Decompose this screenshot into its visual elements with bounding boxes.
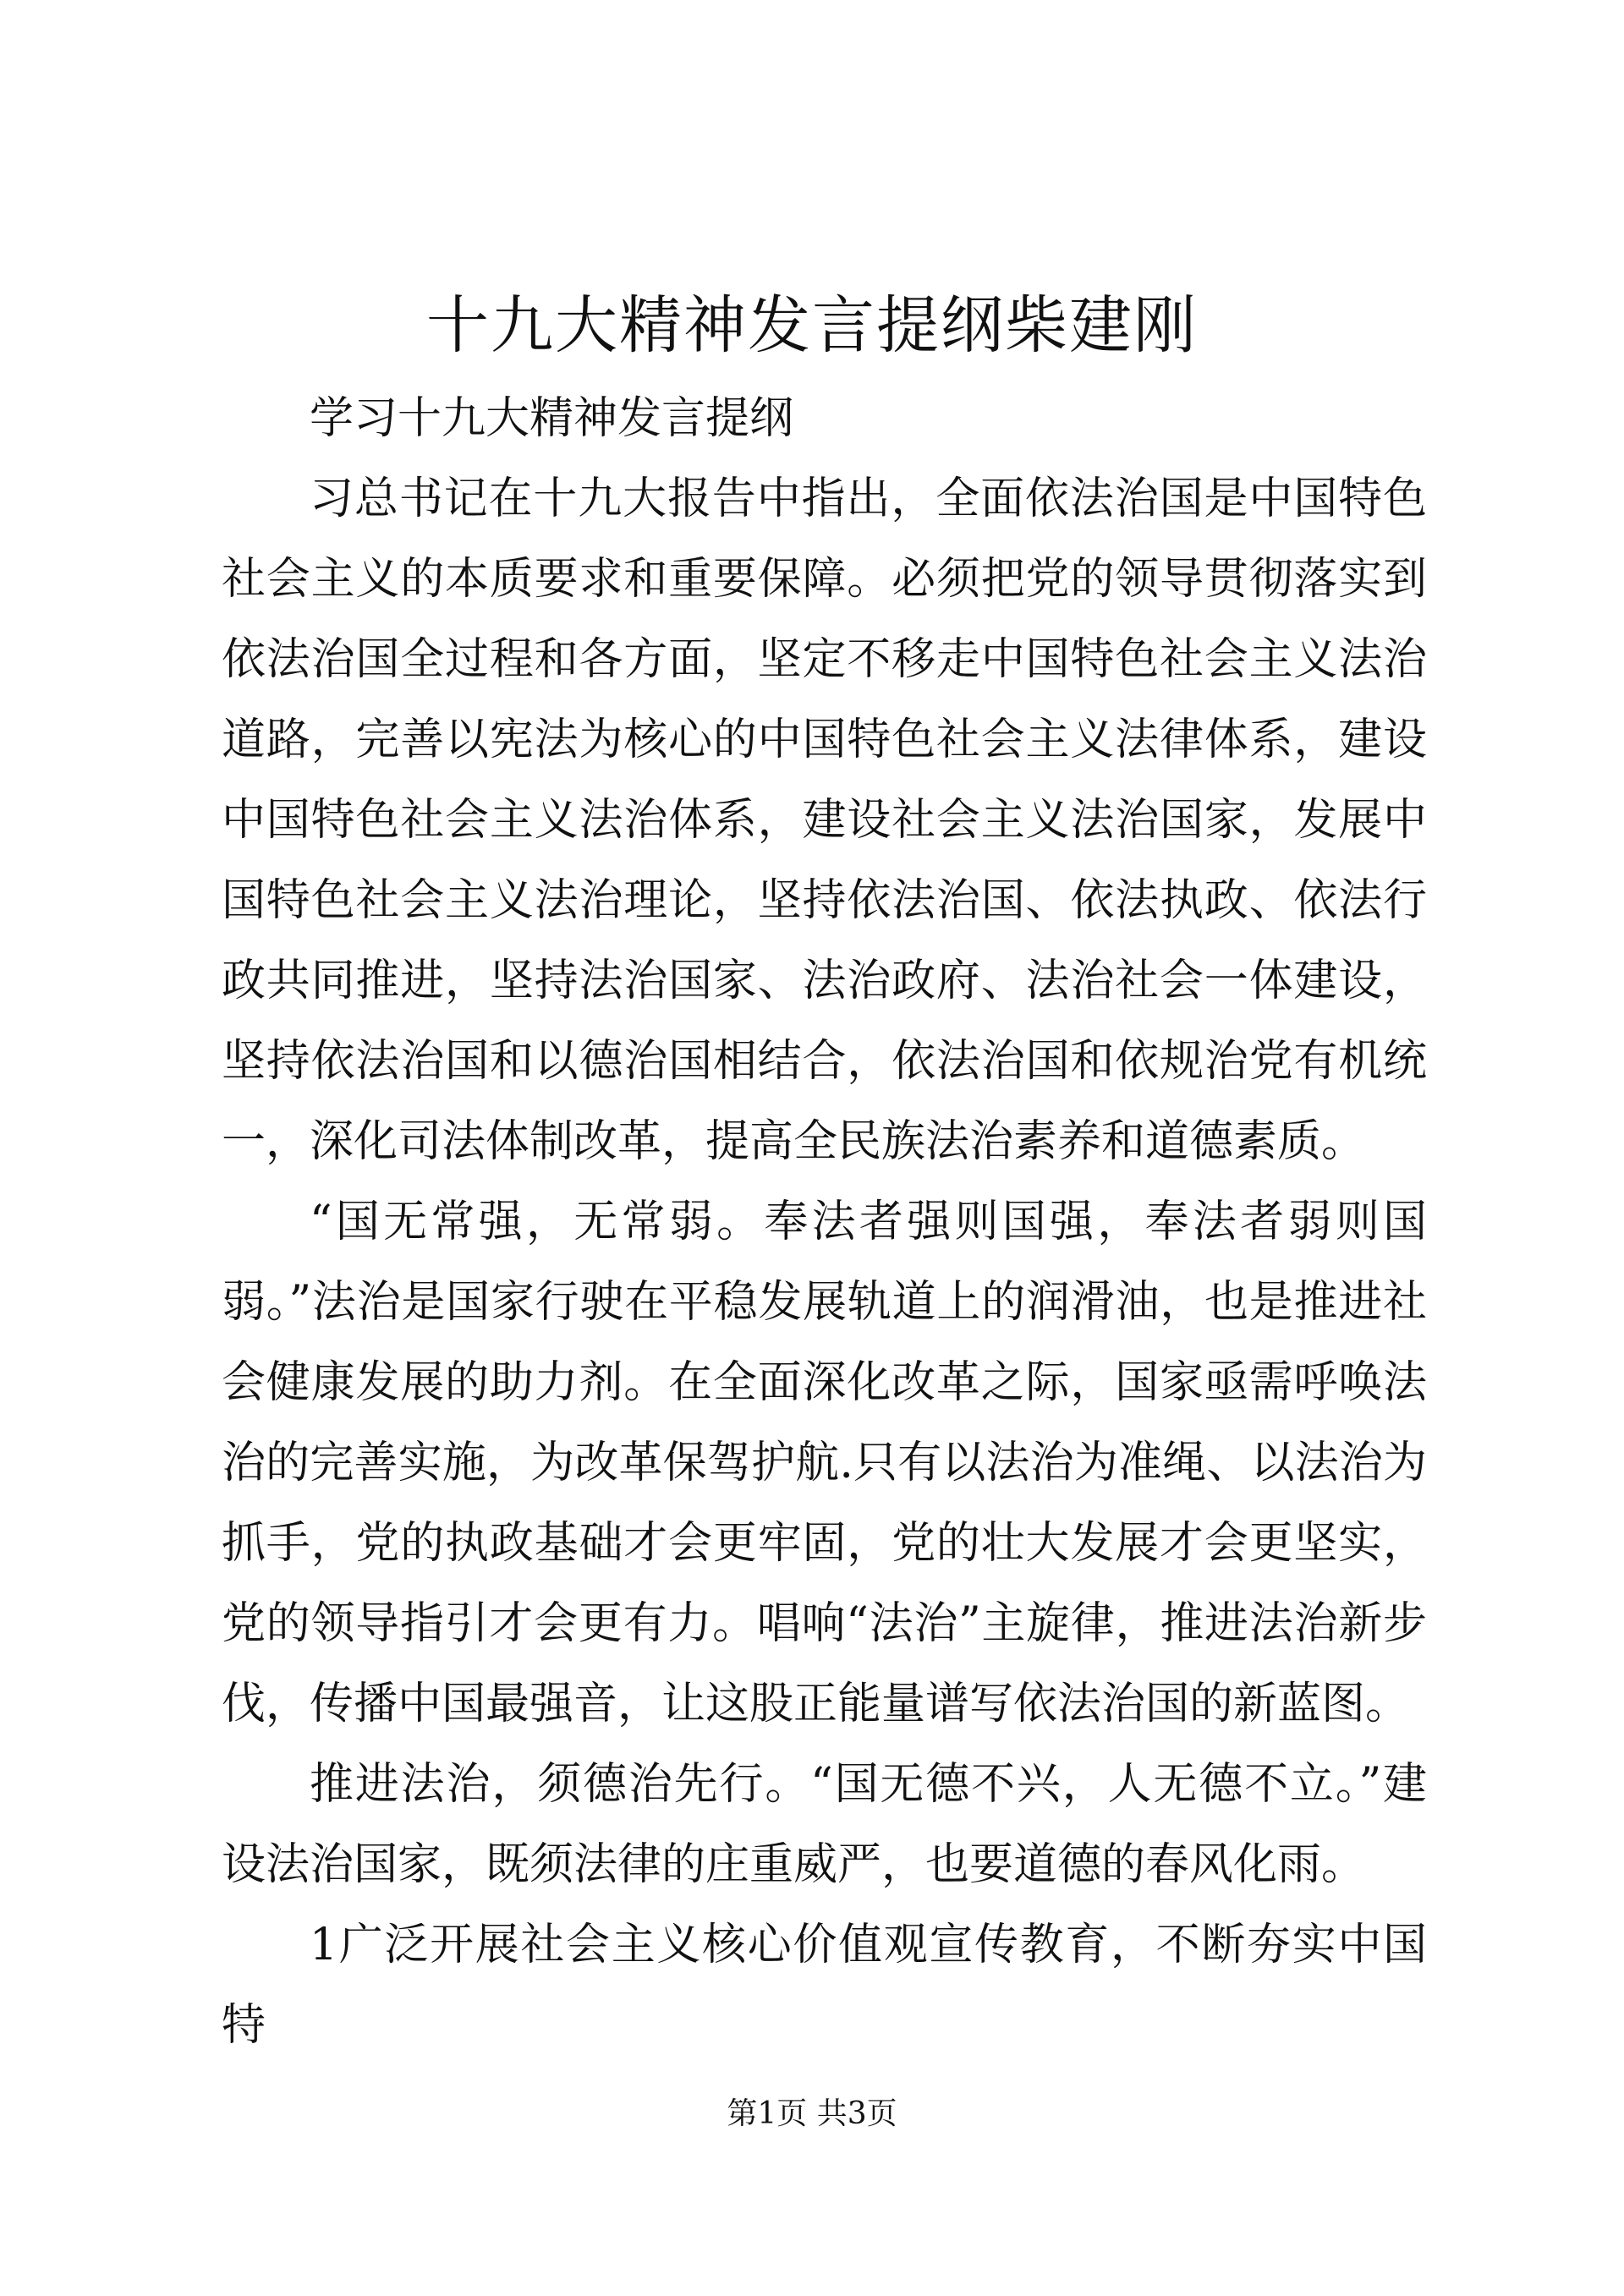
paragraph-2: “国无常强，无常弱。奉法者强则国强，奉法者弱则国弱。”法治是国家行驶在平稳发展轨道上的润滑油，也是推进社会健康发展的助力剂。在全面深化改革之际，国家亟需呼唤法治的完善实施，为改革保驾护航.只有以法治为准绳、以法治为抓手，党的执政基础才会更牢固，党的壮大发展才会更坚实，党的领导指引才会更有力。唱响“法治”主旋律，推进法治新步伐，传播中国最强音，让这股正能量谱写依法治国的新蓝图。: [222, 1197, 1427, 1729]
paragraph-1: 习总书记在十九大报告中指出，全面依法治国是中国特色社会主义的本质要求和重要保障。必须把党的领导贯彻落实到依法治国全过程和各方面，坚定不移走中国特色社会主义法治道路，完善以宪法为核心的中国特色社会主义法律体系，建设中国特色社会主义法治体系，建设社会主义法治国家，发展中国特色社会主义法治理论，坚持依法治国、依法执政、依法行政共同推进，坚持法治国家、法治政府、法治社会一体建设，坚持依法治国和以德治国相结合，依法治国和依规治党有机统一，深化司法体制改革，提高全民族法治素养和道德素质。: [222, 474, 1427, 1167]
page-number-footer: 第1页 共3页: [727, 2096, 897, 2131]
paragraph-subtitle: 学习十九大精神发言提纲: [310, 393, 794, 444]
paragraph-4: 1广泛开展社会主义核心价值观宣传教育，不断夯实中国特: [222, 1920, 1427, 2051]
document-body: [222, 379, 1427, 2066]
paragraph-3: 推进法治，须德治先行。“国无德不兴，人无德不立。”建设法治国家，既须法律的庄重威严，也要道德的春风化雨。: [222, 1759, 1427, 1890]
document-title: 十九大精神发言提纲柴建刚: [426, 289, 1198, 362]
